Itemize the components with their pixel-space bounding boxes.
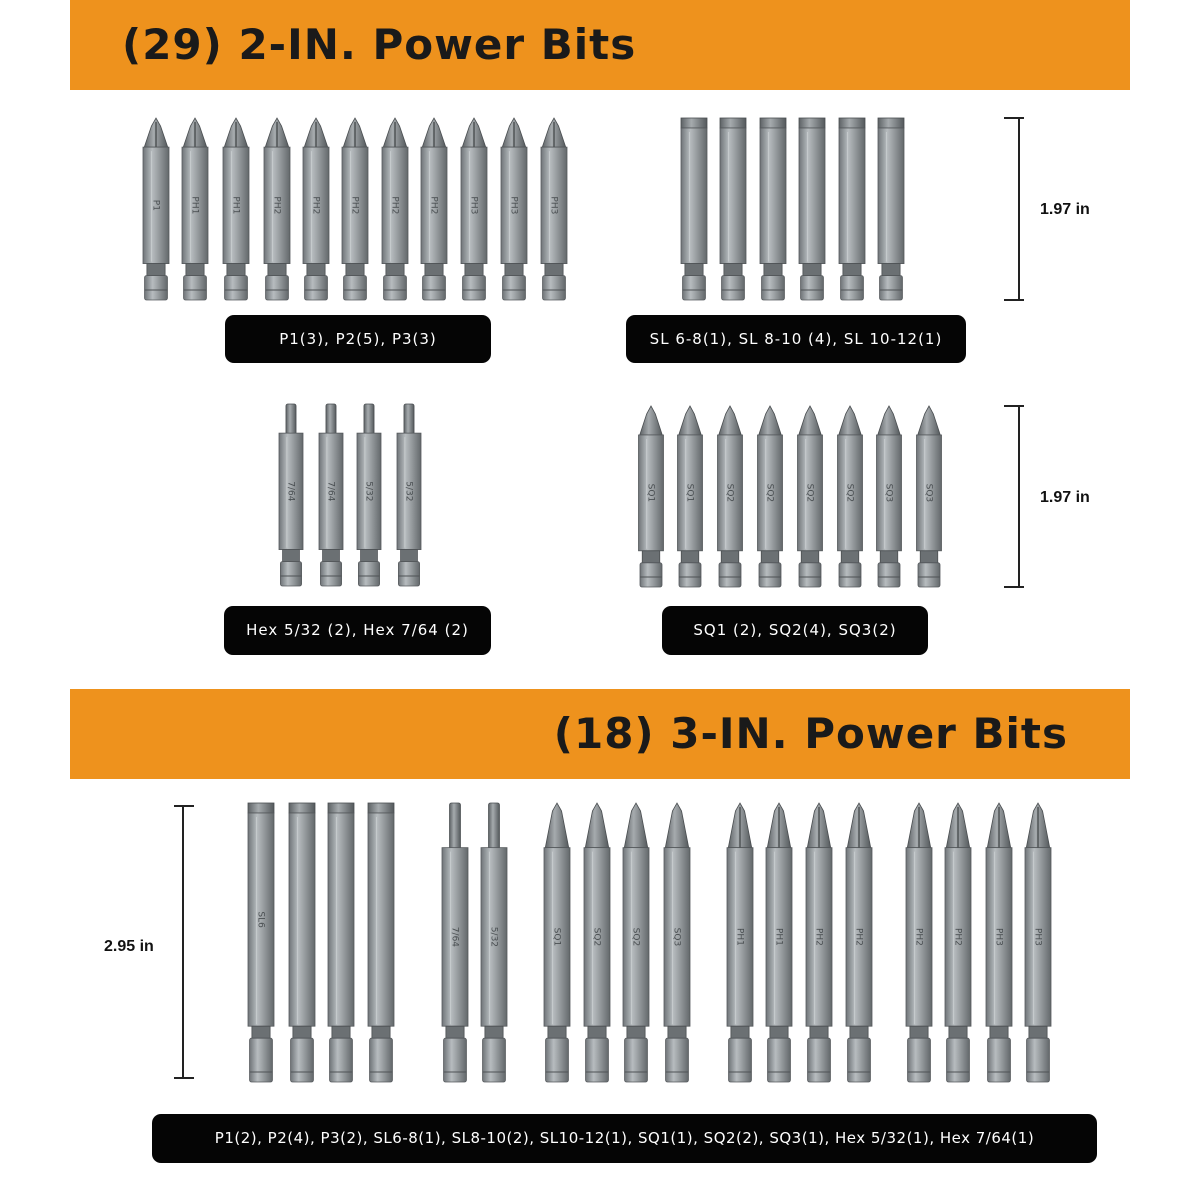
bit-engraving: 5/32 (363, 481, 374, 502)
power-bit-sl (799, 118, 825, 300)
power-bit-ph (461, 118, 487, 300)
power-bit-ph (303, 118, 329, 300)
power-bit-sl (681, 118, 707, 300)
power-bit-sq (877, 406, 902, 587)
power-bit-ph (945, 803, 971, 1082)
bit-engraving: PH2 (389, 196, 400, 215)
bit-engraving: SQ2 (724, 483, 735, 503)
power-bit-sq (623, 803, 649, 1082)
power-bit-ph (182, 118, 208, 300)
section-banner-3in (70, 689, 1130, 779)
power-bit-sl (760, 118, 786, 300)
power-bit-sq (639, 406, 664, 587)
power-bit-ph (846, 803, 872, 1082)
bit-engraving: PH3 (548, 196, 559, 215)
bit-engraving: PH3 (468, 196, 479, 215)
power-bit-sl (289, 803, 315, 1082)
power-bit-ph (906, 803, 932, 1082)
power-bit-ph (727, 803, 753, 1082)
power-bit-hx (442, 803, 468, 1082)
caption-slotted-2in: SL 6-8(1), SL 8-10 (4), SL 10-12(1) (626, 315, 966, 363)
caption-phillips-2in: P1(3), P2(5), P3(3) (225, 315, 491, 363)
bit-engraving: SQ1 (551, 927, 562, 947)
power-bit-ph (342, 118, 368, 300)
section-title-3in: (18) 3-IN. Power Bits (553, 709, 1068, 758)
bit-engraving: PH1 (189, 196, 200, 215)
power-bit-hx (397, 404, 421, 586)
power-bit-sq (584, 803, 610, 1082)
section-title-2in: (29) 2-IN. Power Bits (122, 20, 637, 69)
bit-engraving: PH3 (508, 196, 519, 215)
power-bit-sl (878, 118, 904, 300)
bit-engraving: PH1 (773, 927, 784, 946)
caption-3in-set: P1(2), P2(4), P3(2), SL6-8(1), SL8-10(2), SL10-12(1), SQ1(1), SQ2(2), SQ3(1), Hex 5/32(1), Hex 7/64(1) (152, 1114, 1097, 1163)
bit-engraving: SQ2 (764, 483, 775, 503)
bit-engraving: 5/32 (488, 926, 499, 948)
power-bit-sq (917, 406, 942, 587)
bit-engraving: SQ2 (591, 927, 602, 947)
power-bit-ph (143, 118, 169, 300)
bit-engraving: PH2 (813, 927, 824, 946)
bit-engraving: P1 (150, 199, 161, 211)
bit-engraving: SQ2 (844, 483, 855, 503)
power-bit-ph (421, 118, 447, 300)
power-bit-sl (720, 118, 746, 300)
bit-engraving: SQ1 (645, 483, 656, 503)
bit-engraving: SQ2 (630, 927, 641, 947)
bit-engraving: 7/64 (285, 481, 296, 502)
power-bit-sq (718, 406, 743, 587)
bit-engraving: PH2 (271, 196, 282, 215)
power-bit-hx (481, 803, 507, 1082)
power-bit-ph (541, 118, 567, 300)
power-bit-sq (544, 803, 570, 1082)
power-bit-ph (223, 118, 249, 300)
bit-engraving: SQ3 (883, 483, 894, 503)
power-bit-ph (806, 803, 832, 1082)
bit-engraving: PH1 (734, 927, 745, 946)
power-bit-hx (279, 404, 303, 586)
power-bit-sq (664, 803, 690, 1082)
power-bit-hx (357, 404, 381, 586)
measure-label-square: 1.97 in (1040, 489, 1090, 506)
bit-engraving: PH3 (1032, 927, 1043, 946)
bit-engraving: SQ1 (684, 483, 695, 503)
measure-label-slotted: 1.97 in (1040, 201, 1090, 218)
bit-engraving: PH2 (428, 196, 439, 215)
power-bit-sq (838, 406, 863, 587)
bit-engraving: 5/32 (403, 481, 414, 502)
bit-engraving: PH2 (349, 196, 360, 215)
bits-group (143, 118, 1051, 1082)
power-bit-ph (986, 803, 1012, 1082)
caption-square-2in: SQ1 (2), SQ2(4), SQ3(2) (662, 606, 928, 655)
power-bit-ph (766, 803, 792, 1082)
power-bit-sl (328, 803, 354, 1082)
bit-engraving: SQ2 (804, 483, 815, 503)
bit-engraving: PH2 (952, 927, 963, 946)
measure-label-3in: 2.95 in (104, 938, 154, 955)
bit-engraving: SQ3 (671, 927, 682, 947)
power-bit-sq (758, 406, 783, 587)
bit-engraving: PH2 (913, 927, 924, 946)
power-bit-ph (382, 118, 408, 300)
power-bit-hx (319, 404, 343, 586)
bit-engraving: PH1 (230, 196, 241, 215)
power-bit-sq (678, 406, 703, 587)
bit-engraving: PH2 (310, 196, 321, 215)
power-bit-ph (264, 118, 290, 300)
power-bit-ph (1025, 803, 1051, 1082)
power-bit-ph (501, 118, 527, 300)
bit-engraving: SQ3 (923, 483, 934, 503)
bit-engraving: SL6 (255, 911, 266, 928)
power-bit-sl (248, 803, 274, 1082)
bit-engraving: 7/64 (449, 926, 460, 948)
bit-engraving: 7/64 (325, 481, 336, 502)
power-bit-sq (798, 406, 823, 587)
bit-engraving: PH2 (853, 927, 864, 946)
bit-engraving: PH3 (993, 927, 1004, 946)
caption-hex-2in: Hex 5/32 (2), Hex 7/64 (2) (224, 606, 491, 655)
power-bit-sl (368, 803, 394, 1082)
power-bit-sl (839, 118, 865, 300)
